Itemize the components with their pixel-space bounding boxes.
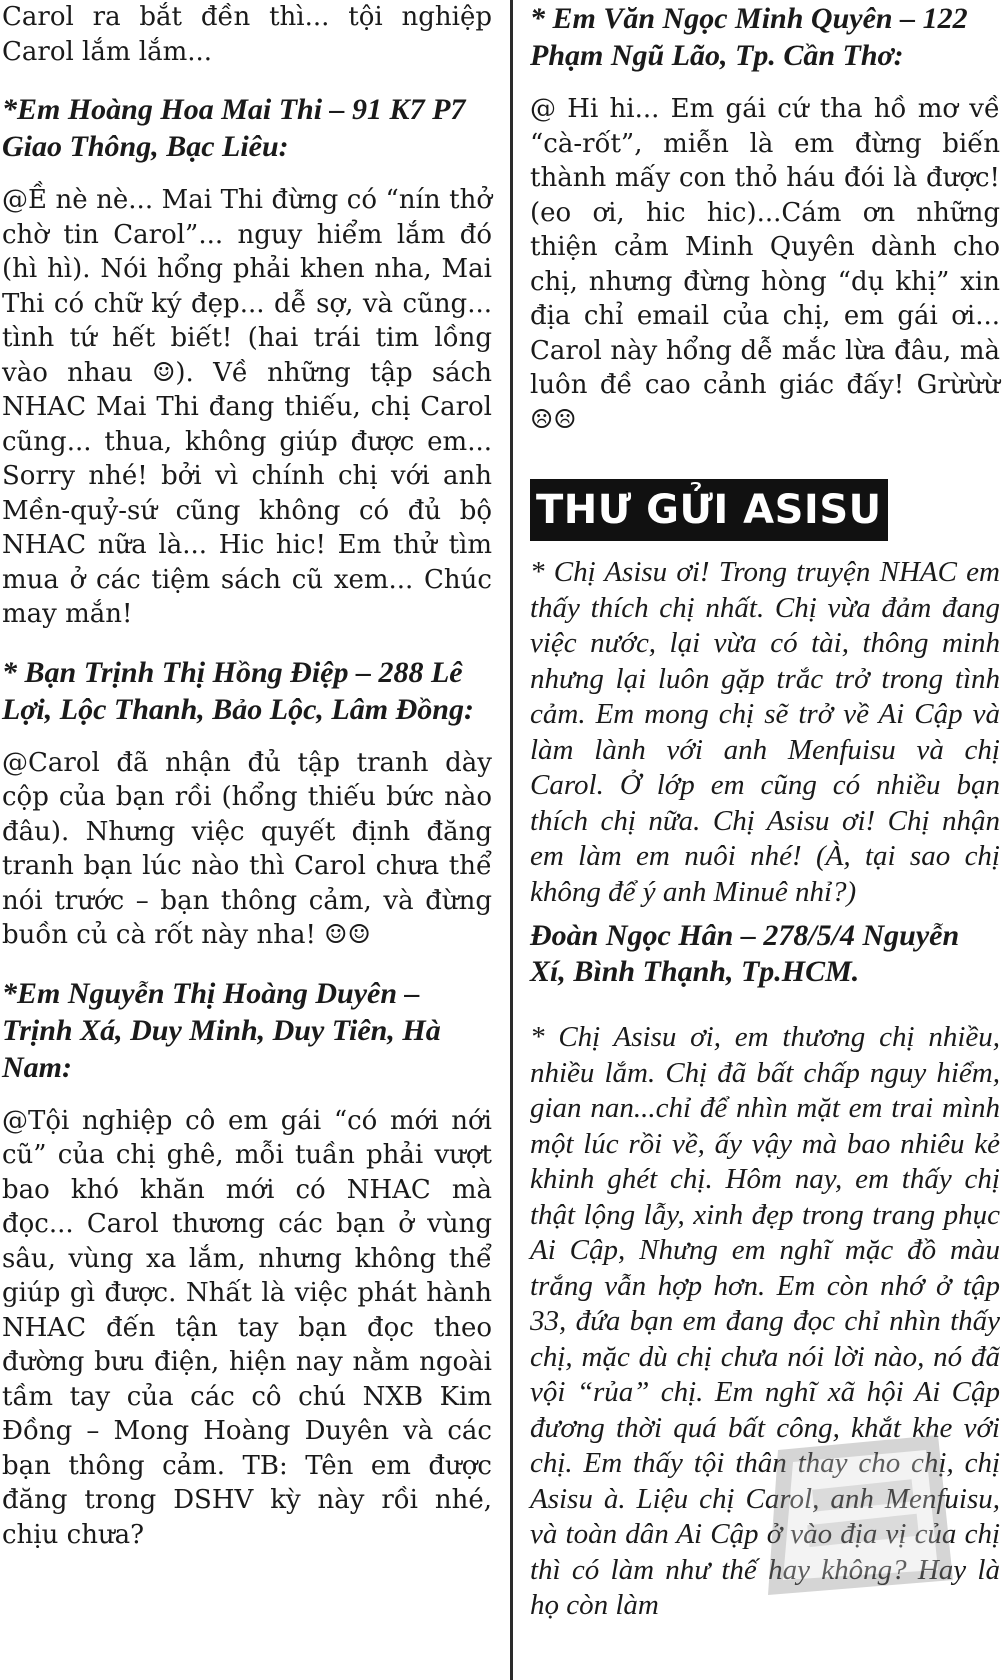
- asisu-letter: [530, 555, 1000, 990]
- letter-header: *Em Hoàng Hoa Mai Thi – 91 K7 P7 Giao Thông, Bạc Liêu:: [2, 93, 466, 163]
- left-column: [2, 0, 492, 1574]
- letter-reply: @Carol đã nhận đủ tập tranh dày cộp của bạn rồi (hổng thiếu bức nào đâu). Nhưng việc quyết định đăng tranh bạn lúc nào thì Carol chưa thể nói trước – bạn thông cảm, và đừng buồn củ cà rốt này nha! ☺☺: [2, 747, 492, 950]
- letter-header: * Em Văn Ngọc Minh Quyên – 122 Phạm Ngũ Lão, Tp. Cần Thơ:: [530, 2, 968, 72]
- column-divider: [510, 0, 513, 1680]
- asisu-letter-text: * Chị Asisu ơi, em thương chị nhiều, nhiều lắm. Chị đã bất chấp nguy hiểm, gian nan...chỉ để nhìn mặt em trai mình một lúc rồi về, ấy vậy mà bao nhiêu kẻ khinh ghét chị. Hôm nay, em thấy chị thật lộng lẫy, xinh đẹp trong trang phục Ai Cập, Nhưng em nghĩ mặc đồ màu trắng vẫn hợp hơn. Em còn nhớ ở tập 33, đứa bạn em đang đọc chỉ nhìn thấy chị, mặc dù chị chưa nói lời nào, nó đã vội “rủa” chị. Em nghĩ xã hội Ai Cập đương thời quá bất công, khắt khe với chị. Em thấy tội thân thay cho chị, chị Asisu à. Liệu chị Carol, anh Menfuisu, và toàn dân Ai Cập ở vào địa vị của chị thì có làm như thế hay không? Hay là họ còn làm: [530, 1021, 1000, 1621]
- section-title: THƯ GỬI ASISU: [530, 479, 888, 541]
- letter-header: *Em Nguyễn Thị Hoàng Duyên – Trịnh Xá, Duy Minh, Duy Tiên, Hà Nam:: [2, 976, 441, 1084]
- letter-header: * Bạn Trịnh Thị Hồng Điệp – 288 Lê Lợi, Lộc Thanh, Bảo Lộc, Lâm Đồng:: [2, 655, 474, 726]
- asisu-letter-text: * Chị Asisu ơi! Trong truyện NHAC em thấy thích chị nhất. Chị vừa đảm đang việc nước, lại vừa có tài, thông minh nhưng lại luôn gặp trắc trở trong tình cảm. Em mong chị sẽ trở về Ai Cập và làm lành với anh Menfuisu và chị Carol. Ở lớp em cũng có nhiều bạn thích chị nữa. Chị Asisu ơi! Chị nhận em làm em nuôi nhé! (À, tại sao chị không để ý anh Minuê nhỉ?): [530, 556, 1000, 908]
- right-column: [530, 0, 1000, 1632]
- letter-item: [2, 91, 492, 632]
- letter-reply: @ Hi hi... Em gái cứ tha hồ mơ về “cà-rốt”, miễn là em đừng biến thành mấy con thỏ háu đói là được! (eo ơi, hic hic)...Cám ơn những thiện cảm Minh Quyên dành cho chị, nhưng đừng hòng “dụ khị” xin địa chỉ email của chị, em gái ơi... Carol này hổng dễ mắc lừa đâu, mà luôn đề cao cảnh giác đấy! Grừừừ ☹☹: [530, 94, 1000, 435]
- letter-item: [530, 0, 1000, 437]
- letter-reply: @Tội nghiệp cô em gái “có mới nới cũ” của chị ghê, mỗi tuần phải vượt bao khó khăn mới có NHAC mà đọc... Carol thương các bạn ở vùng sâu, vùng xa lắm, nhưng không thể giúp gì được. Nhất là việc phát hành NHAC đến tận tay bạn đọc theo đường bưu điện, hiện nay nằm ngoài tầm tay của các cô chú NXB Kim Đồng – Mong Hoàng Duyên và các bạn thông cảm. TB: Tên em được đăng trong DSHV kỳ này rồi nhé, chịu chưa?: [2, 1105, 492, 1550]
- letter-reply: @Ề nè nè... Mai Thi đừng có “nín thở chờ tin Carol”... nguy hiểm lắm đó (hì hì). Nói hổng phải khen nha, Mai Thi có chữ ký đẹp... dễ sợ, và cũng... tình tứ hết biết! (hai trái tim lồng vào nhau ☺). Về những tập sách NHAC Mai Thi đang thiếu, chị Carol cũng... thua, không giúp được em... Sorry nhé! bởi vì chính chị với anh Mền-quỷ-sứ cũng không có đủ bộ NHAC nữa là... Hic hic! Em thử tìm mua ở các tiệm sách cũ xem... Chúc may mắn!: [2, 185, 492, 629]
- letter-item: [2, 654, 492, 953]
- watermark-logo-icon: [758, 1430, 958, 1600]
- intro-text: Carol ra bắt đền thì... tội nghiệp Carol lắm lắm...: [2, 2, 492, 67]
- asisu-letter-signature: Đoàn Ngọc Hân – 278/5/4 Nguyễn Xí, Bình Thạnh, Tp.HCM.: [530, 919, 960, 988]
- letter-item: [2, 975, 492, 1553]
